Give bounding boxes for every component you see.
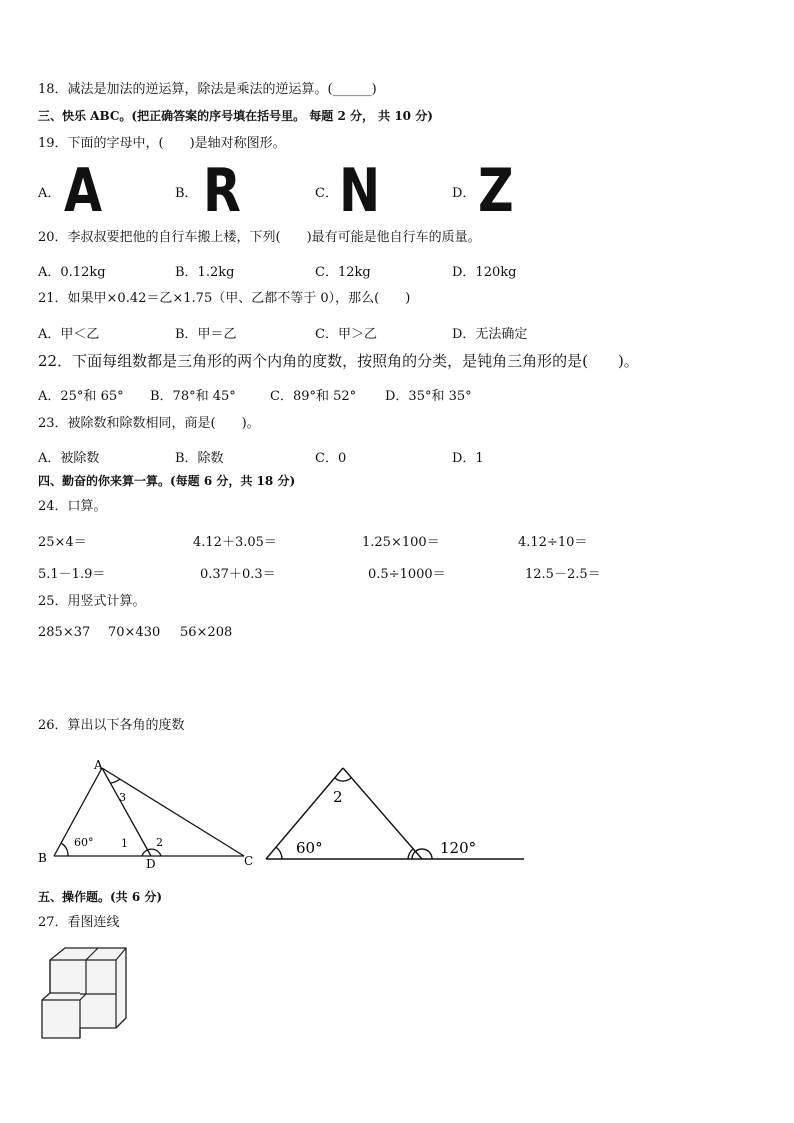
q22-option-b: B．78°和 45°: [150, 389, 236, 404]
triangle-exterior-angle-figure: [262, 762, 528, 866]
vertex-a-label: A: [94, 758, 103, 772]
q21-option-d: D．无法确定: [452, 327, 528, 342]
q21-option-b: B．甲＝乙: [175, 327, 237, 342]
q24-item-3: 1.25×100＝: [362, 535, 440, 550]
q20-option-a: A．0.12kg: [38, 265, 106, 280]
angle-120-label: 120°: [440, 839, 477, 857]
angle-2-label: 2: [333, 788, 343, 806]
q23-option-c: C．0: [315, 451, 347, 466]
question-24-stem: 24．口算。: [38, 499, 107, 514]
question-21-stem: 21．如果甲×0.42＝乙×1.75（甲、乙都不等于 0），那么( ): [38, 291, 411, 306]
q23-option-d: D．1: [452, 451, 484, 466]
q20-option-b: B．1.2kg: [175, 265, 235, 280]
q19-option-c-label: C．: [315, 186, 338, 201]
angle-60-label: 60°: [296, 839, 323, 857]
q22-option-d: D．35°和 35°: [385, 389, 472, 404]
q24-item-6: 0.37＋0.3＝: [200, 567, 276, 582]
q25-item-2: 70×430: [108, 625, 161, 640]
letter-n-glyph: N: [339, 156, 381, 226]
q25-item-3: 56×208: [180, 625, 233, 640]
cube-stack-figure: [38, 942, 134, 1042]
angle-1-label: 1: [121, 837, 128, 850]
q25-item-1: 285×37: [38, 625, 91, 640]
q20-option-d: D．120kg: [452, 265, 517, 280]
q24-item-4: 4.12÷10＝: [518, 535, 588, 550]
q21-option-c: C．甲＞乙: [315, 327, 377, 342]
question-27-stem: 27．看图连线: [38, 915, 120, 930]
letter-r-glyph: R: [203, 156, 241, 226]
section-4-title: 四、勤奋的你来算一算。(每题 6 分，共 18 分): [38, 474, 296, 488]
question-19-stem: 19．下面的字母中，( )是轴对称图形。: [38, 136, 286, 151]
angle-b-label: 60°: [74, 836, 94, 849]
angle-3-label: 3: [119, 791, 126, 804]
q24-item-1: 25×4＝: [38, 535, 87, 550]
triangle-abc-figure: [30, 752, 270, 874]
q21-option-a: A．甲＜乙: [38, 327, 100, 342]
section-5-title: 五、操作题。(共 6 分): [38, 890, 163, 904]
q24-item-7: 0.5÷1000＝: [368, 567, 446, 582]
q19-option-b-label: B．: [175, 186, 198, 201]
question-18: 18．减法是加法的逆运算，除法是乘法的逆运算。(______): [38, 82, 377, 97]
q22-option-c: C．89°和 52°: [270, 389, 357, 404]
angle-2-label: 2: [156, 836, 163, 849]
section-3-title: 三、快乐 ABC。(把正确答案的序号填在括号里。 每题 2 分， 共 10 分): [38, 109, 433, 123]
letter-a-glyph: A: [64, 156, 103, 226]
question-23-stem: 23．被除数和除数相同，商是( )。: [38, 416, 260, 431]
q24-item-5: 5.1－1.9＝: [38, 567, 106, 582]
vertex-d-label: D: [146, 857, 156, 871]
question-25-stem: 25．用竖式计算。: [38, 594, 146, 609]
question-20-stem: 20．李叔叔要把他的自行车搬上楼，下列( )最有可能是他自行车的质量。: [38, 230, 481, 245]
letter-z-glyph: Z: [478, 156, 514, 226]
q24-item-8: 12.5－2.5＝: [525, 567, 601, 582]
question-22-stem: 22．下面每组数都是三角形的两个内角的度数，按照角的分类，是钝角三角形的是( )。: [38, 352, 639, 370]
vertex-b-label: B: [38, 851, 47, 865]
q22-option-a: A．25°和 65°: [38, 389, 124, 404]
q23-option-a: A．被除数: [38, 451, 100, 466]
q24-item-2: 4.12＋3.05＝: [193, 535, 277, 550]
q20-option-c: C．12kg: [315, 265, 371, 280]
vertex-c-label: C: [244, 854, 254, 868]
q23-option-b: B．除数: [175, 451, 224, 466]
question-26-stem: 26．算出以下各角的度数: [38, 718, 185, 733]
q19-option-d-label: D．: [452, 186, 476, 201]
q19-option-a-label: A．: [38, 186, 61, 201]
